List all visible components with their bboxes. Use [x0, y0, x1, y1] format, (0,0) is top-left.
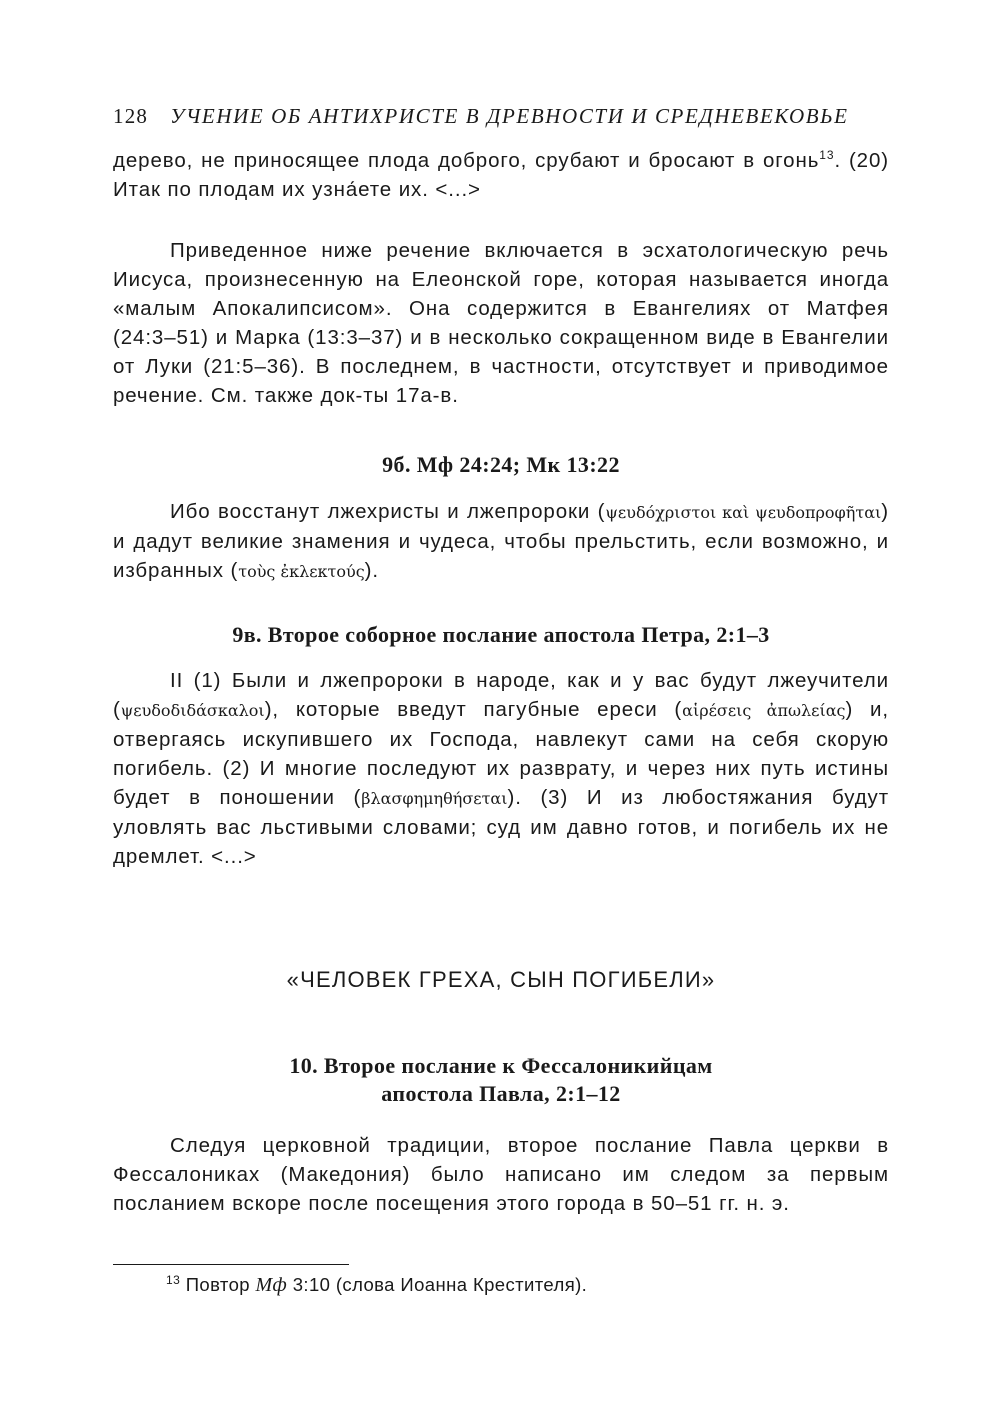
greek-term: αἱρέσεις ἀπωλείας [682, 701, 846, 720]
paragraph-thessalonians-intro: Следуя церковной традиции, второе послание Павла церкви в Фессалониках (Македония) было написано им следом за первым посланием вскоре после посещения этого города в 50–51 гг. н. э. [113, 1134, 889, 1215]
footnote-13: $^{13}$ Повтор Мф 3:10 (слова Иоанна Крестителя). [166, 1272, 588, 1296]
greek-term: τοὺς ἐκλεκτούς [238, 562, 365, 581]
heading-9v: 9в. Второе соборное послание апостола Петра, 2:1–3 [232, 622, 770, 647]
greek-term: ψευδοδιδάσκαλοι [120, 701, 265, 720]
page-number: 128 [113, 104, 149, 128]
footnote-divider [113, 1264, 349, 1265]
running-title: УЧЕНИЕ ОБ АНТИХРИСТЕ В ДРЕВНОСТИ И СРЕДНЕВЕКОВЬЕ [170, 104, 849, 128]
paragraph-2-peter-2: II (1) Были и лжепророки в народе, как и у вас будут лжеучители (ψευδοδιδάσκαλοι), которые введут пагубные ереси (αἱρέσεις ἀπωλείας) и, отвергаясь искупившего их Господа, навлекут сами на себя скорую погибель. (2) И многие последуют их разврату, и через них путь истины будет в поношении (βλασφημηθήσεται). (3) И из любостяжания будут уловлять вас льстивыми словами; суд им давно готов, и погибель их не дремлет. <...> [113, 669, 890, 868]
greek-term: ψευδόχριστοι καὶ ψευδοπροφῆται [605, 503, 882, 522]
section-title: «ЧЕЛОВЕК ГРЕХА, СЫН ПОГИБЕЛИ» [286, 967, 716, 992]
paragraph-commentary-olivet: Приведенное ниже речение включается в эсхатологическую речь Иисуса, произнесенную на Елеонской горе, которая называется иногда «малым Апокалипсисом». Она содержится в Евангелиях от Матфея (24:3–51) и Марка (13:3–37) и в несколько сокращенном виде в Евангелии от Луки (21:5–36). В последнем, в частности, отсутствует и приводимое речение. См. также док-ты 17а-в. [113, 239, 889, 407]
paragraph-verse-19-20: дерево, не приносящее плода доброго, срубают и бросают в огонь$^{13}$. (20) Итак по плодам их узна́ете их. <...> [113, 148, 890, 201]
greek-term: βλασφημηθήσεται [361, 789, 508, 808]
heading-10: 10. Второе послание к Фессалоникийцам апостола Павла, 2:1–12 [289, 1053, 713, 1106]
running-head [113, 104, 903, 129]
heading-9b: 9б. Мф 24:24; Мк 13:22 [382, 452, 620, 477]
footnote-ref: 13 [819, 148, 835, 163]
paragraph-matthew-24-24: Ибо восстанут лжехристы и лжепророки (ψευδόχριστοι καὶ ψευδοπροφῆται) и дадут великие знамения и чудеса, чтобы прельстить, если возможно, и избранных (τοὺς ἐκλεκτούς). [113, 500, 890, 582]
